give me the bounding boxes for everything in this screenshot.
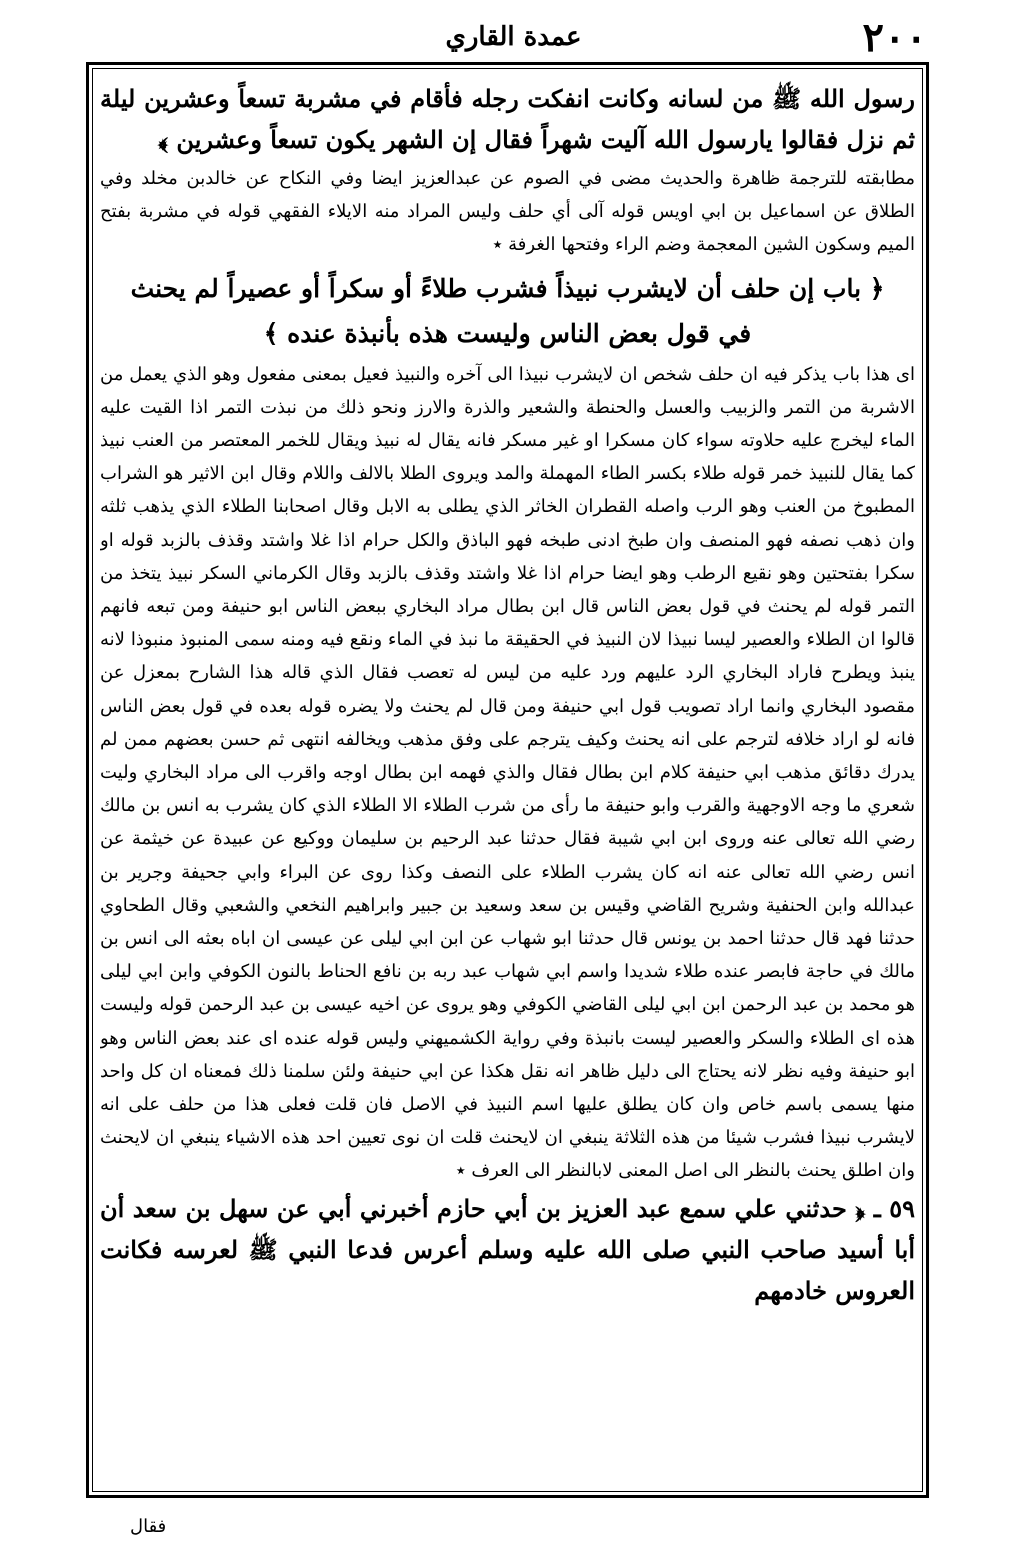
hadith-continuation: رسول الله ﷺ من لسانه وكانت انفكت رجله فأقام في مشربة تسعاً وعشرين ليلة ثم نزل فقالوا يارسول الله آليت شهراً فقال إن الشهر يكون تسعاً وعشرين ﴾ bbox=[100, 84, 915, 154]
commentary-paragraph: مطابقته للترجمة ظاهرة والحديث مضى في الصوم عن عبدالعزيز ايضا وفي النكاح عن خالدبن مخلد وفي الطلاق عن اسماعيل بن ابي اويس قوله آلى أي حلف وليس المراد منه الايلاء الفقهي قوله في مشربة بفتح الميم وسكون الشين المعجمة وضم الراء وفتحها الغرفة ٭ bbox=[100, 168, 915, 256]
chapter-heading-line-2: في قول بعض الناس وليست هذه بأنبذة عنده ﴾ bbox=[263, 318, 752, 348]
page-body bbox=[100, 78, 915, 1482]
chapter-heading bbox=[100, 266, 915, 356]
page-header bbox=[60, 14, 967, 62]
catchword: فقال bbox=[130, 1516, 167, 1537]
running-title: عمدة القاري bbox=[445, 22, 582, 52]
chapter-heading-line-1: ﴿ باب إن حلف أن لايشرب نبيذاً فشرب طلاءً أو سكراً أو عصيراً لم يحنث bbox=[130, 273, 885, 303]
hadith-body: ﴿ حدثني علي سمع عبد العزيز بن أبي حازم أخبرني أبي عن سهل بن سعد أن أبا أسيد صاحب النبي صلى الله عليه وسلم أعرس فدعا النبي ﷺ لعرسه فكانت العروس خادمهم bbox=[100, 1193, 915, 1305]
commentary-paragraph: اى هذا باب يذكر فيه ان حلف شخص ان لايشرب نبيذا الى آخره والنبيذ فعيل بمعنى مفعول وهو الذي يعمل من الاشربة من التمر والزبيب والعسل والحنطة والشعير والذرة والارز ونحو ذلك من نبذت التمر اذا القيت عليه الماء ليخرج عليه حلاوته سواء كان مسكرا او غير مسكر فانه يقال له نبيذ ويقال للخمر المعتصر من العنب نبيذ كما يقال للنبيذ خمر قوله طلاء بكسر الطاء المهملة والمد ويروى الطلا بالالف واللام وقال ابن الاثير هو الشراب المطبوخ من العنب وهو الرب واصله القطران الخاثر الذي يطلى به الابل وقال اصحابنا الطلاء الذي يذهب ثلثه وان ذهب نصفه فهو المنصف وان طبخ ادنى طبخه فهو الباذق والكل حرام اذا غلا واشتد وقذف بالزبد قوله او سكرا بفتحتين وهو نقيع الرطب وهو ايضا حرام اذا غلا واشتد وقذف بالزبد وقال الكرماني السكر نبيذ يتخذ من التمر قوله لم يحنث في قول بعض الناس قال ابن بطال مراد البخاري ببعض الناس ابو حنيفة ومن تبعه فانهم قالوا ان الطلاء والعصير ليسا نبيذا لان النبيذ في الحقيقة ما نبذ في الماء ونقع فيه ومنه سمى المنبوذ منبوذا لانه ينبذ ويطرح فاراد البخاري الرد عليهم ورد عليه من ليس له تعصب فقال الذي قاله هذا الشارح بمعزل عن مقصود البخاري وانما اراد تصويب قول ابي حنيفة ومن قال لم يحنث ولا يضره قوله بعده في قول بعض الناس فانه لو اراد خلافه لترجم على انه يحنث وكيف يترجم على وفق مذهب ويخالفه انتهى ثم حسن بعضهم ممن لم يدرك دقائق مذهب ابي حنيفة كلام ابن بطال فقال والذي فهمه ابن بطال اوجه واقرب الى مراد البخاري وليت شعري ما وجه الاوجهية والقرب وابو حنيفة ما رأى من شرب الطلاء الا الطلاء الذي كان يشرب به انس بن مالك رضي الله تعالى عنه وروى ابن ابي شيبة فقال حدثنا عبد الرحيم بن سليمان ووكيع عن عبيدة عن خيثمة عن انس رضي الله تعالى عنه انه كان يشرب الطلاء على النصف وكذا روى عن البراء وابي جحيفة وجرير بن عبدالله وابن الحنفية وشريح القاضي وقيس بن سعد وسعيد بن جبير وابراهيم النخعي والشعبي وقال الطحاوي حدثنا فهد قال حدثنا احمد بن يونس قال حدثنا ابو شهاب عن ابن ابي ليلى عن عيسى ان اباه بعثه الى انس بن مالك في حاجة فابصر عنده طلاء شديدا واسم ابي شهاب عبد ربه بن نافع الحناط بالنون الكوفي وابن ابي ليلى هو محمد بن عبد الرحمن ابن ابي ليلى القاضي الكوفي وهو يروى عن اخيه عيسى بن عبد الرحمن قوله وليست هذه اى الطلاء والسكر والعصير ليست بانبذة وفي رواية الكشميهني وليس قوله عنده اى عند بعض الناس وهو ابو حنيفة وفيه نظر لانه يحتاج الى دليل ظاهر انه نقل هكذا عن ابي حنيفة ولئن سلمنا ذلك فمعناه ان كل واحد منها يسمى باسم خاص وان كان يطلق عليها اسم النبيذ في الاصل فان قلت فعلى هذا من حلف على انه لايشرب نبيذا فشرب شيئا من هذه الثلاثة ينبغي ان لايحنث قلت ان نوى تعيين احد هذه الاشياء ينبغي ان لايحنث وان اطلق يحنث بالنظر الى اصل المعنى لابالنظر الى العرف ٭ bbox=[100, 363, 915, 1182]
page-number: ٢٠٠ bbox=[862, 14, 927, 61]
hadith-text bbox=[100, 1188, 915, 1311]
hadith-number: ٥٩ ـ bbox=[873, 1193, 915, 1223]
